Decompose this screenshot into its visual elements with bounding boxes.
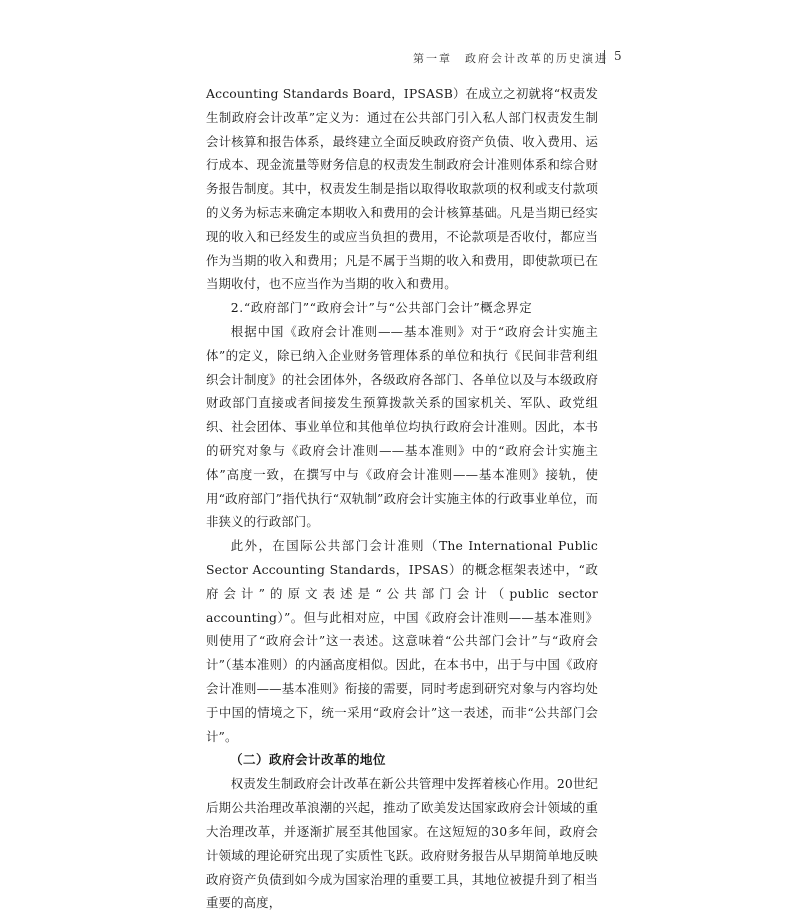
body-text [206, 82, 598, 915]
paragraph-continuation: Accounting Standards Board，IPSASB）在成立之初就将“权责发生制政府会计改革”定义为：通过在公共部门引入私人部门权责发生制会计核算和报告体系，最终建立全面反映政府资产负债、收入费用、运行成本、现金流量等财务信息的权责发生制政府会计准则体系和综合财务报告制度。其中，权责发生制是指以取得收取款项的权利或支付款项的义务为标志来确定本期收入和费用的会计核算基础。凡是当期已经实现的收入和已经发生的或应当负担的费用，不论款项是否收付，都应当作为当期的收入和费用；凡是不属于当期的收入和费用，即使款项已在当期收付，也不应当作为当期的收入和费用。 [206, 86, 598, 292]
running-header: 第一章 政府会计改革的历史演进 [413, 52, 608, 65]
page-number: 5 [614, 49, 622, 63]
paragraph-ipsas-terminology: 此外，在国际公共部门会计准则（The International Public Sector Accounting Standards，IPSAS）的概念框架表述中，“政府会计”的原文表述是“公共部门会计（public sector accounting）”。但与此相对应，中国《政府会计准则——基本准则》则使用了“政府会计”这一表述。这意味着“公共部门会计”与“政府会计”（基本准则）的内涵高度相似。因此，在本书中，出于与中国《政府会计准则——基本准则》衔接的需要，同时考虑到研究对象与内容均处于中国的情境之下，统一采用“政府会计”这一表述，而非“公共部门会计”。 [206, 538, 598, 744]
header-separator [604, 50, 605, 64]
section-heading-reform-status: （二）政府会计改革的地位 [230, 752, 386, 768]
subheading-concept-definition: 2.“政府部门”“政府会计”与“公共部门会计”概念界定 [230, 300, 533, 316]
paragraph-government-accounting-subject: 根据中国《政府会计准则——基本准则》对于“政府会计实施主体”的定义，除已纳入企业财务管理体系的单位和执行《民间非营利组织会计制度》的社会团体外，各级政府各部门、各单位以及与本级政府财政部门直接或者间接发生预算拨款关系的国家机关、军队、政党组织、社会团体、事业单位和其他单位均执行政府会计准则。因此，本书的研究对象与《政府会计准则——基本准则》中的“政府会计实施主体”高度一致，在撰写中与《政府会计准则——基本准则》接轨，使用“政府部门”指代执行“双轨制”政府会计实施主体的行政事业单位，而非狭义的行政部门。 [206, 323, 598, 530]
paragraph-reform-status: 权责发生制政府会计改革在新公共管理中发挥着核心作用。20世纪后期公共治理改革浪潮的兴起，推动了欧美发达国家政府会计领域的重大治理改革，并逐渐扩展至其他国家。在这短短的30多年间，政府会计领域的理论研究出现了实质性飞跃。政府财务报告从早期简单地反映政府资产负债到如今成为国家治理的重要工具，其地位被提升到了相当重要的高度， [206, 776, 599, 911]
